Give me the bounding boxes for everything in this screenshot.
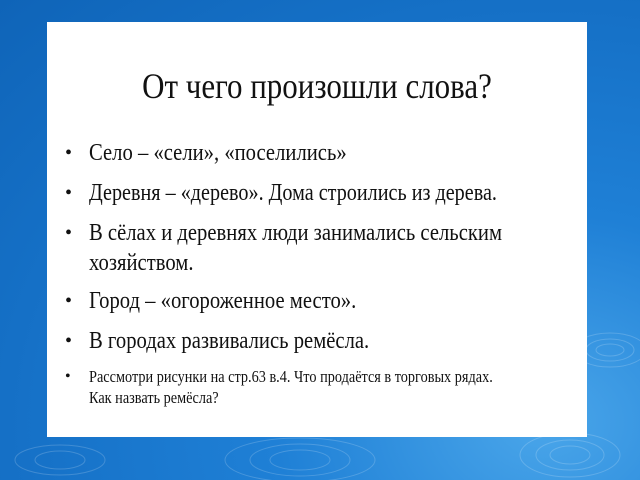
bullet-text: Деревня – «дерево». Дома строились из дерева. <box>89 180 497 206</box>
bullet-marker: • <box>65 142 73 164</box>
bullet-text <box>89 218 502 278</box>
list-item <box>65 178 585 208</box>
slide-card <box>47 22 587 437</box>
bullet-text: Город – «огороженное место». <box>89 288 357 314</box>
bullet-marker: • <box>65 368 71 385</box>
bullet-marker: • <box>65 290 73 312</box>
list-item <box>65 366 585 408</box>
slide-title: От чего произошли слова? <box>142 66 492 106</box>
bullet-text-line: Рассмотри рисунки на стр.63 в.4. Что продаётся в торговых рядах. <box>89 367 493 386</box>
bullet-text: В городах развивались ремёсла. <box>89 328 370 354</box>
list-item <box>65 138 585 168</box>
bullet-list <box>65 138 585 418</box>
list-item <box>65 286 585 316</box>
bullet-marker: • <box>65 182 73 204</box>
list-item <box>65 218 585 278</box>
list-item <box>65 326 585 356</box>
bullet-marker: • <box>65 222 73 244</box>
bullet-text-line: хозяйством. <box>89 250 194 276</box>
bullet-marker: • <box>65 330 73 352</box>
bullet-text-line: Как назвать ремёсла? <box>89 388 219 407</box>
bullet-text-line: В сёлах и деревнях люди занимались сельским <box>89 220 503 246</box>
bullet-text <box>89 366 493 408</box>
bullet-text: Село – «сели», «поселились» <box>89 140 347 166</box>
